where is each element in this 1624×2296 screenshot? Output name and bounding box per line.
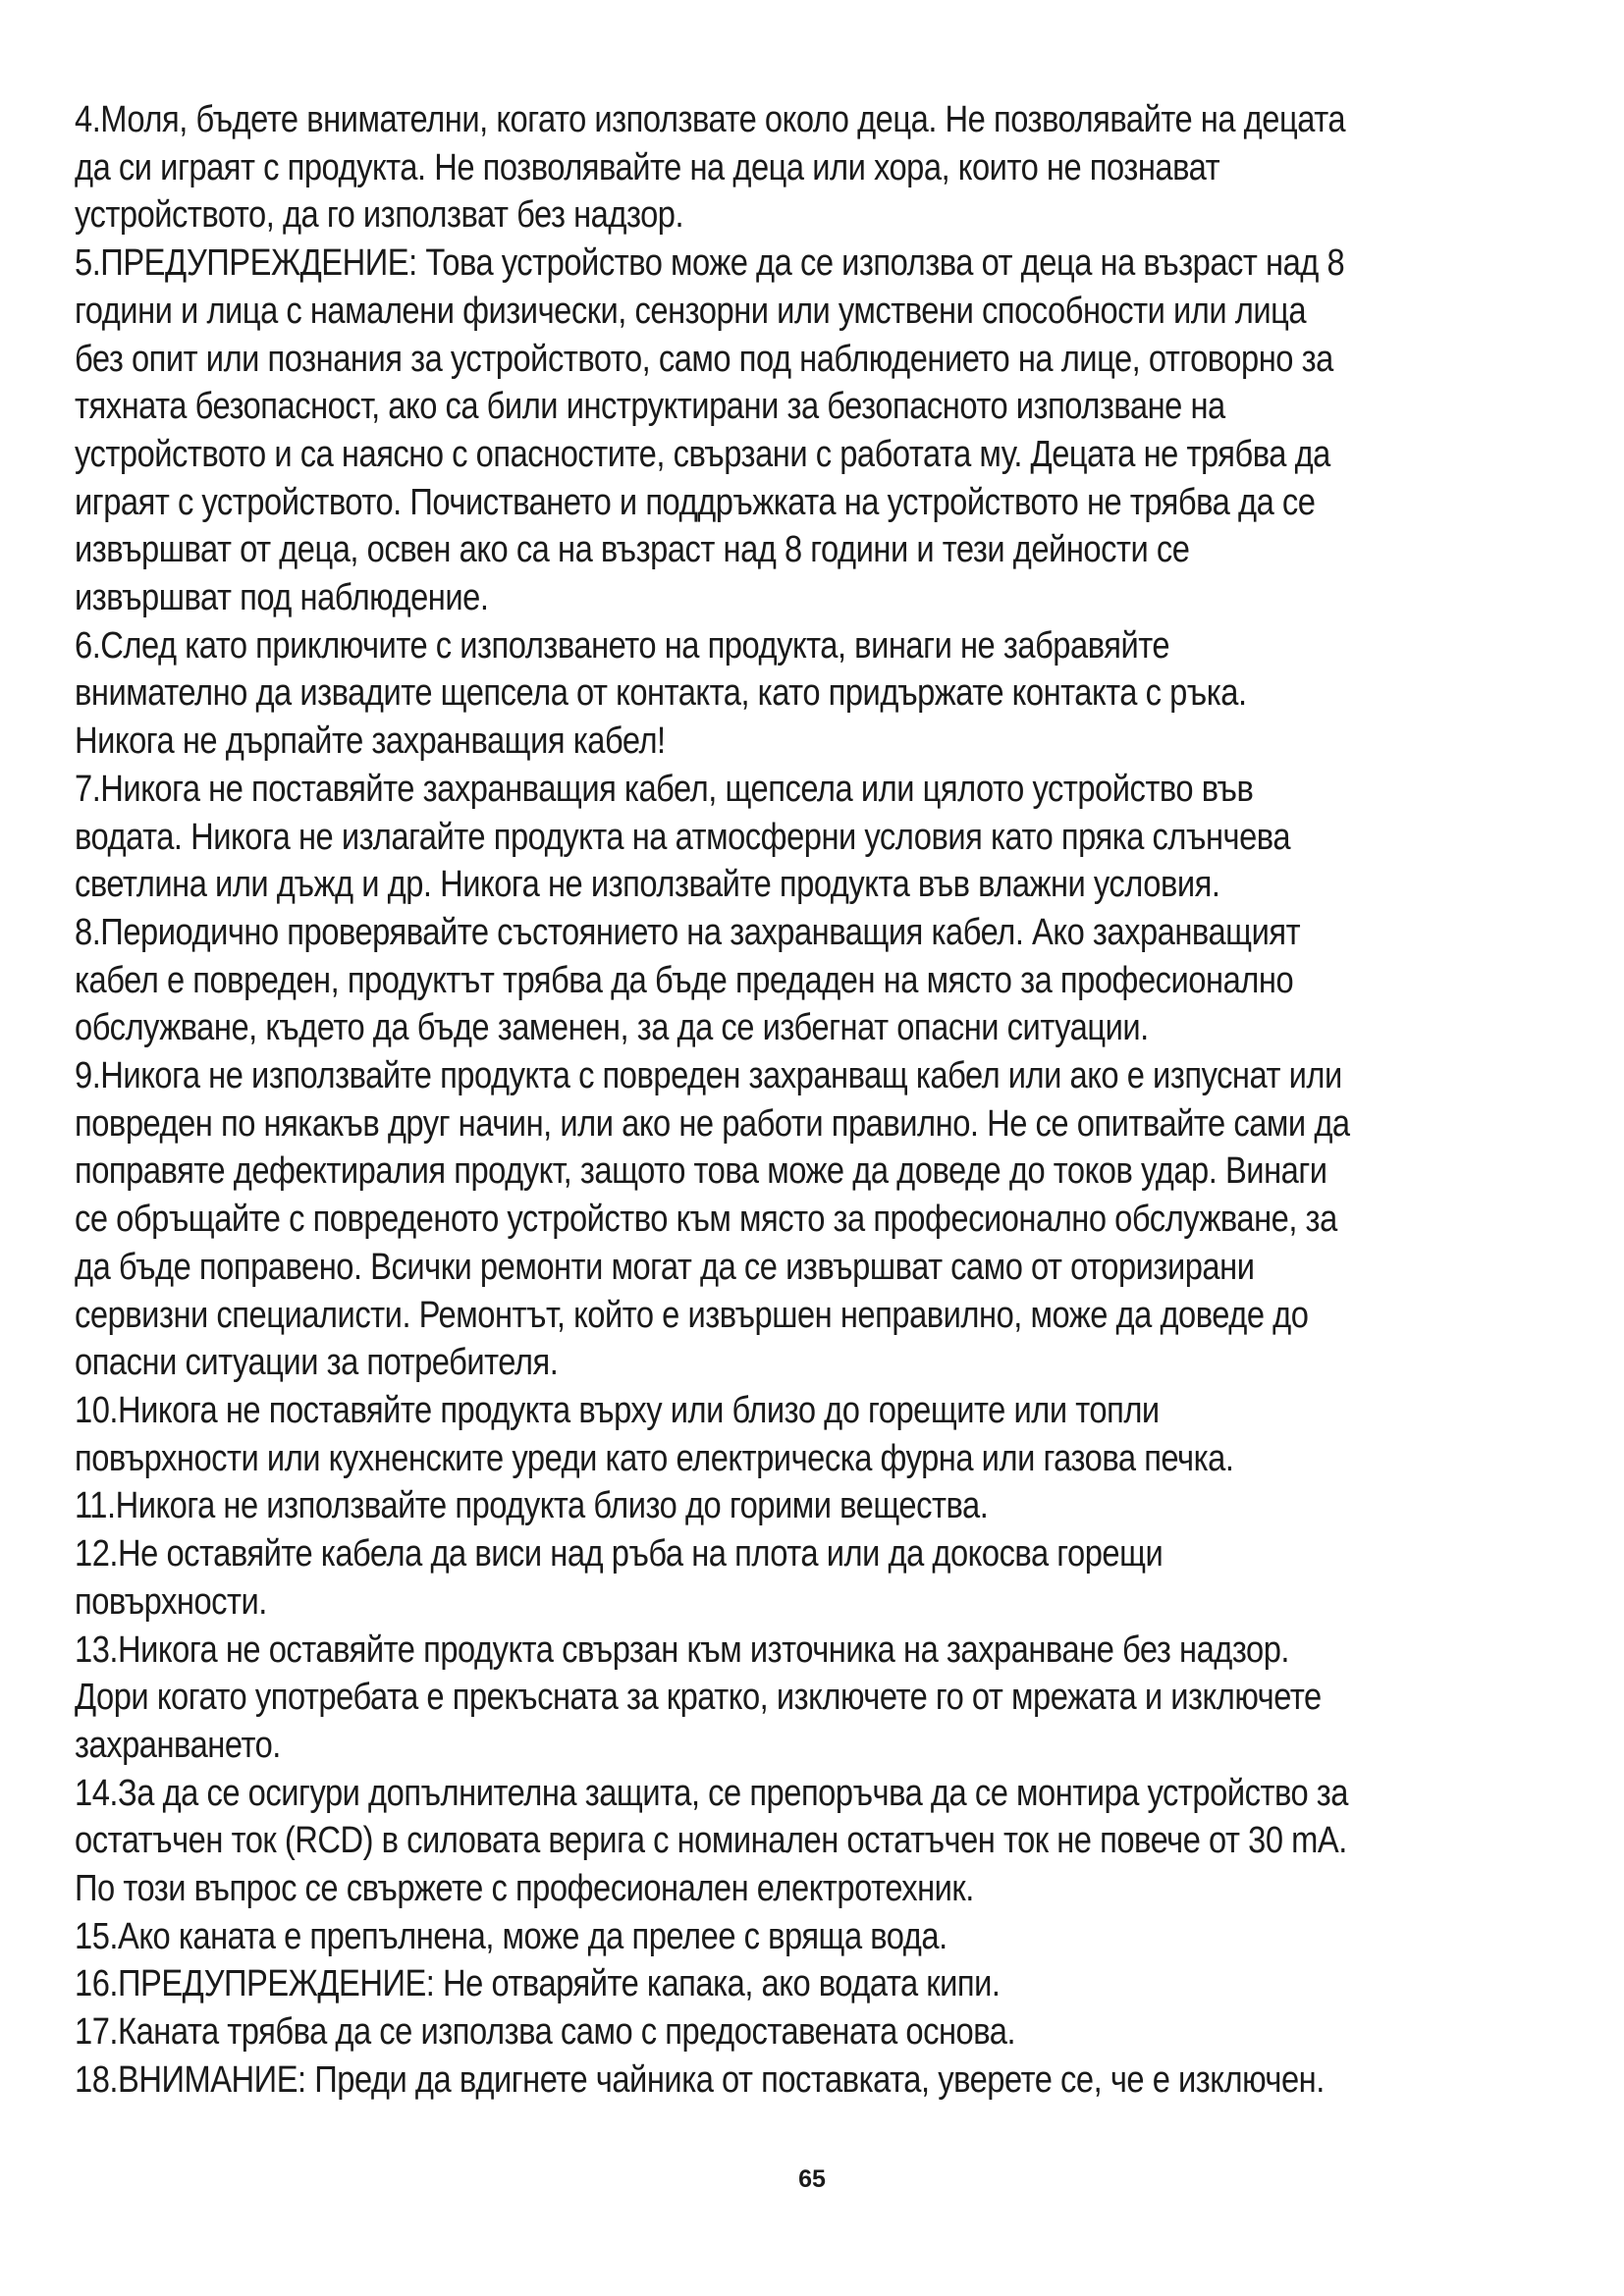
text-line: опасни ситуации за потребителя.	[75, 1342, 559, 1384]
text-line: По този въпрос се свържете с професионален електротехник.	[75, 1868, 974, 1910]
text-line: без опит или познания за устройството, само под наблюдението на лице, отговорно за	[75, 338, 1333, 380]
text-line: 6.След като приключите с използването на продукта, винаги не забравяйте	[75, 624, 1170, 667]
text-line: устройството, да го използват без надзор.	[75, 194, 684, 237]
text-line: 11.Никога не използвайте продукта близо до горими вещества.	[75, 1485, 989, 1527]
text-line: обслужване, където да бъде заменен, за да се избегнат опасни ситуации.	[75, 1007, 1149, 1049]
text-line: повърхности или кухненските уреди като електрическа фурна или газова печка.	[75, 1437, 1234, 1479]
text-line: поправяте дефектиралия продукт, защото това може да доведе до токов удар. Винаги	[75, 1150, 1327, 1193]
text-line: повреден по някакъв друг начин, или ако не работи правилно. Не се опитвайте сами да	[75, 1102, 1350, 1145]
text-line: 9.Никога не използвайте продукта с повреден захранващ кабел или ако е изпуснат или	[75, 1055, 1342, 1097]
text-line: 13.Никога не оставяйте продукта свързан към източника на захранване без надзор.	[75, 1629, 1290, 1671]
text-line: захранването.	[75, 1724, 281, 1766]
text-line: водата. Никога не излагайте продукта на атмосферни условия като пряка слънчева	[75, 816, 1291, 858]
page-number: 65	[798, 2165, 826, 2193]
text-line: 15.Ако каната е препълнена, може да прелее с вряща вода.	[75, 1915, 947, 1957]
text-line: 7.Никога не поставяйте захранващия кабел, щепсела или цялото устройство във	[75, 768, 1254, 810]
text-line: да си играят с продукта. Не позволявайте на деца или хора, които не познават	[75, 146, 1220, 188]
safety-instructions-text	[75, 96, 1567, 2105]
text-line: устройството и са наясно с опасностите, свързани с работата му. Децата не трябва да	[75, 433, 1330, 475]
text-line: 14.За да се осигури допълнителна защита, се препоръчва да се монтира устройство за	[75, 1772, 1349, 1814]
text-line: 8.Периодично проверявайте състоянието на захранващия кабел. Ако захранващият	[75, 911, 1301, 953]
text-line: извършват от деца, освен ако са на възраст над 8 години и тези дейности се	[75, 529, 1190, 571]
text-line: 4.Моля, бъдете внимателни, когато използвате около деца. Не позволявайте на децата	[75, 99, 1346, 140]
text-line: тяхната безопасност, ако са били инструктирани за безопасното използване на	[75, 386, 1225, 428]
text-line: сервизни специалисти. Ремонтът, който е извършен неправилно, може да доведе до	[75, 1294, 1309, 1336]
text-line: се обръщайте с повреденото устройство към място за професионално обслужване, за	[75, 1199, 1337, 1241]
text-line: 16.ПРЕДУПРЕЖДЕНИЕ: Не отваряйте капака, ако водата кипи.	[75, 1963, 1001, 2005]
text-line: кабел е повреден, продуктът трябва да бъде предаден на място за професионално	[75, 959, 1294, 1001]
text-line: извършват под наблюдение.	[75, 577, 489, 619]
text-line: остатъчен ток (RCD) в силовата верига с номинален остатъчен ток не повече от 30 mA.	[75, 1820, 1347, 1862]
text-line: да бъде поправено. Всички ремонти могат да се извършват само от оторизирани	[75, 1246, 1255, 1288]
text-line: 5.ПРЕДУПРЕЖДЕНИЕ: Това устройство може да се използва от деца на възраст над 8	[75, 242, 1345, 285]
text-line: светлина или дъжд и др. Никога не използвайте продукта във влажни условия.	[75, 864, 1220, 906]
text-line: Дори когато употребата е прекъсната за кратко, изключете го от мрежата и изключете	[75, 1677, 1322, 1719]
text-line: 17.Каната трябва да се използва само с предоставената основа.	[75, 2011, 1016, 2054]
text-line: играят с устройството. Почистването и поддръжката на устройството не трябва да се	[75, 481, 1316, 523]
text-line: Никога не дърпайте захранващия кабел!	[75, 721, 666, 763]
text-line: 10.Никога не поставяйте продукта върху или близо до горещите или топли	[75, 1389, 1160, 1431]
text-line: 12.Не оставяйте кабела да виси над ръба на плота или да докосва горещи	[75, 1533, 1164, 1575]
text-line: години и лица с намалени физически, сензорни или умствени способности или лица	[75, 290, 1307, 332]
text-line: повърхности.	[75, 1580, 267, 1623]
text-line: внимателно да извадите щепсела от контакта, като придържате контакта с ръка.	[75, 672, 1247, 715]
text-line: 18.ВНИМАНИЕ: Преди да вдигнете чайника от поставката, уверете се, че е изключен.	[75, 2058, 1325, 2101]
